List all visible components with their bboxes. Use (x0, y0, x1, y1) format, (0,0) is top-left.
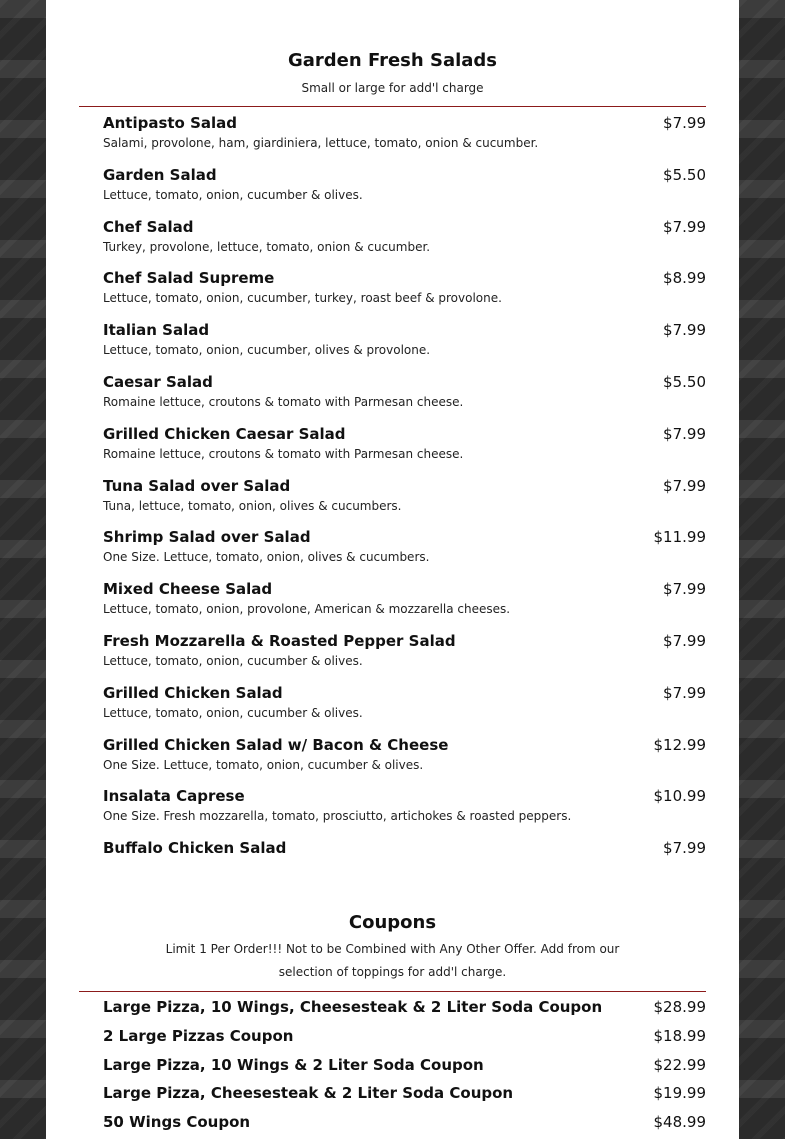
salad-item-row (103, 477, 706, 495)
salad-item-name: Garden Salad (103, 165, 217, 184)
coupon-item (103, 1113, 706, 1131)
salad-item-name: Tuna Salad over Salad (103, 476, 291, 495)
salad-item-name: Grilled Chicken Salad (103, 683, 283, 702)
salad-item-price: $7.99 (663, 476, 706, 495)
salad-item-name: Grilled Chicken Caesar Salad (103, 424, 346, 443)
salad-item-price: $8.99 (663, 269, 706, 288)
salad-item-price: $7.99 (663, 683, 706, 702)
background-left-photo (0, 0, 46, 1139)
salad-item-description: Lettuce, tomato, onion, provolone, American & mozzarella cheeses. (103, 602, 511, 617)
salad-item-price: $7.99 (663, 114, 706, 132)
coupon-item-row (103, 1027, 706, 1045)
salad-item (103, 321, 706, 357)
salad-item-price: $7.99 (663, 424, 706, 443)
coupon-item-price: $18.99 (653, 1026, 706, 1045)
salad-item-row (103, 269, 706, 287)
salad-item-description: One Size. Lettuce, tomato, onion, olives & cucumbers. (103, 550, 430, 565)
salad-item-description: Lettuce, tomato, onion, cucumber & olives. (103, 654, 363, 668)
coupon-item-price: $22.99 (653, 1055, 706, 1074)
salad-item-price: $7.99 (663, 632, 706, 650)
salad-item-description: Lettuce, tomato, onion, cucumber & olives. (103, 187, 363, 202)
coupon-item-row (103, 998, 706, 1016)
salad-item-row (103, 166, 706, 184)
coupon-item-name: Large Pizza, 10 Wings & 2 Liter Soda Coupon (103, 1055, 484, 1074)
salad-item-description: Salami, provolone, ham, giardiniera, lettuce, tomato, onion & cucumber. (103, 136, 539, 150)
salad-item-description: Lettuce, tomato, onion, cucumber, olives & provolone. (103, 343, 431, 358)
salad-item-row (103, 787, 706, 805)
salad-item-row (103, 218, 706, 236)
salad-item-name: Buffalo Chicken Salad (103, 839, 287, 858)
salad-item-name: Insalata Caprese (103, 787, 245, 806)
coupon-item (103, 998, 706, 1016)
coupon-item-name: Large Pizza, Cheesesteak & 2 Liter Soda Coupon (103, 1084, 514, 1103)
salad-item-description: One Size. Lettuce, tomato, onion, cucumber & olives. (103, 757, 424, 772)
salads-divider (79, 106, 706, 107)
salad-item-row (103, 321, 706, 339)
coupons-divider (79, 991, 706, 992)
coupons-subtitle-line1: Limit 1 Per Order!!! Not to be Combined with Any Other Offer. Add from our (165, 942, 620, 956)
salad-item (103, 373, 706, 409)
salad-item-row (103, 580, 706, 598)
salad-item (103, 218, 706, 254)
coupon-item (103, 1056, 706, 1074)
salad-item-price: $10.99 (653, 787, 706, 806)
salads-subtitle: Small or large for add'l charge (301, 81, 484, 95)
salad-item-name: Grilled Chicken Salad w/ Bacon & Cheese (103, 735, 449, 754)
salad-item-description: Tuna, lettuce, tomato, onion, olives & cucumbers. (103, 498, 402, 513)
salad-item-row (103, 632, 706, 650)
salad-item-name: Fresh Mozzarella & Roasted Pepper Salad (103, 632, 456, 650)
salad-item (103, 736, 706, 772)
salads-title: Garden Fresh Salads (287, 50, 498, 71)
coupon-item-row (103, 1113, 706, 1131)
salad-item-name: Shrimp Salad over Salad (103, 528, 311, 547)
coupon-item-row (103, 1084, 706, 1102)
salad-item-price: $7.99 (663, 580, 706, 599)
coupon-item-price: $48.99 (653, 1113, 706, 1132)
salad-item (103, 477, 706, 513)
coupon-item-row (103, 1056, 706, 1074)
salad-item-description: Lettuce, tomato, onion, cucumber, turkey, roast beef & provolone. (103, 291, 502, 306)
salad-item-name: Mixed Cheese Salad (103, 580, 273, 599)
salad-item (103, 269, 706, 305)
coupon-item-name: 2 Large Pizzas Coupon (103, 1026, 294, 1045)
salad-item (103, 632, 706, 668)
salad-item-name: Chef Salad Supreme (103, 269, 275, 288)
salad-item-price: $7.99 (663, 839, 706, 858)
salad-item-row (103, 736, 706, 754)
salad-item-description: Romaine lettuce, croutons & tomato with Parmesan cheese. (103, 395, 464, 409)
salad-item-description: Turkey, provolone, lettuce, tomato, onion & cucumber. (103, 239, 431, 254)
coupons-subtitle-line2: selection of toppings for add'l charge. (278, 965, 507, 979)
coupon-item-name: 50 Wings Coupon (103, 1113, 251, 1132)
salad-item (103, 787, 706, 823)
salad-item-price: $7.99 (663, 321, 706, 340)
salad-item (103, 114, 706, 150)
salad-item-description: One Size. Fresh mozzarella, tomato, prosciutto, artichokes & roasted peppers. (103, 809, 572, 824)
salad-item-description: Romaine lettuce, croutons & tomato with Parmesan cheese. (103, 446, 464, 461)
salad-item (103, 684, 706, 720)
salad-item-price: $5.50 (663, 165, 706, 184)
salad-item-price: $11.99 (653, 528, 706, 547)
salad-item (103, 839, 706, 857)
coupon-item (103, 1027, 706, 1045)
coupon-item-price: $19.99 (653, 1084, 706, 1103)
salad-item (103, 580, 706, 616)
coupon-item-price: $28.99 (653, 998, 706, 1016)
salad-item-row (103, 528, 706, 546)
salad-item-row (103, 684, 706, 702)
menu-page (46, 0, 739, 1139)
salad-item-name: Antipasto Salad (103, 114, 238, 132)
salad-item-description: Lettuce, tomato, onion, cucumber & olives. (103, 705, 363, 720)
salad-item-row (103, 839, 706, 857)
salad-item-price: $7.99 (663, 217, 706, 236)
coupons-title: Coupons (348, 912, 437, 933)
salad-item-name: Caesar Salad (103, 373, 213, 391)
salad-item (103, 528, 706, 564)
salad-item-name: Italian Salad (103, 321, 210, 340)
coupon-item (103, 1084, 706, 1102)
salad-item-row (103, 373, 706, 391)
background-right-photo (739, 0, 785, 1139)
salad-item-row (103, 425, 706, 443)
salad-item-price: $12.99 (653, 735, 706, 754)
salad-item-row (103, 114, 706, 132)
salad-item (103, 166, 706, 202)
salad-item-price: $5.50 (663, 373, 706, 391)
salad-item-name: Chef Salad (103, 217, 194, 236)
salad-item (103, 425, 706, 461)
coupon-item-name: Large Pizza, 10 Wings, Cheesesteak & 2 Liter Soda Coupon (103, 998, 603, 1016)
